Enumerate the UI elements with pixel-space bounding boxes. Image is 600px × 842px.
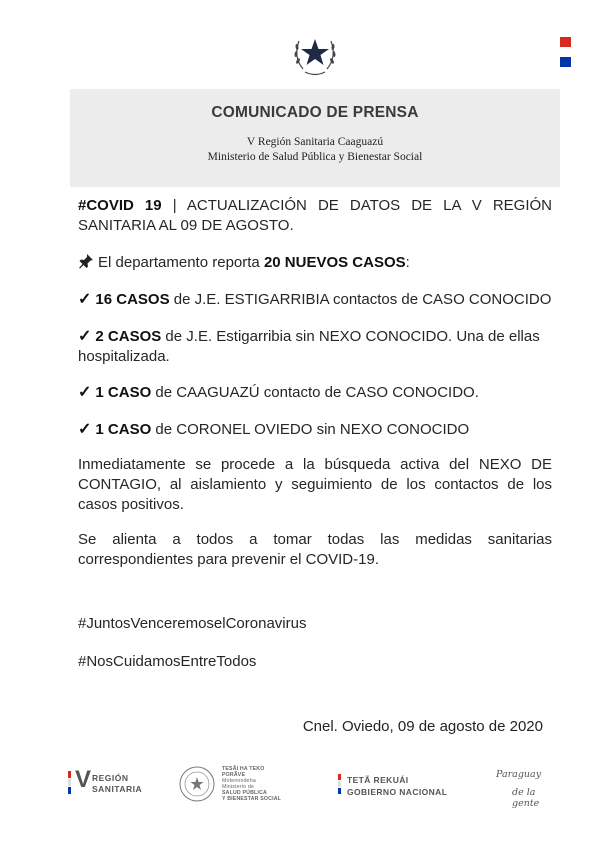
msp-line: PORÃVE xyxy=(222,772,246,778)
gob-line2: GOBIERNO NACIONAL xyxy=(347,787,448,797)
pdg-line2: de la gente xyxy=(512,787,540,809)
vr-letter: V xyxy=(75,766,92,793)
case-text: de CAAGUAZÚ contacto de CASO CONOCIDO. xyxy=(151,384,479,401)
msp-line: Y BIENESTAR SOCIAL xyxy=(222,796,282,802)
press-header-box xyxy=(70,89,560,187)
msp-line: TESÃI HA TEKO xyxy=(222,766,265,772)
region-subtitle: V Región Sanitaria Caaguazú xyxy=(246,136,384,148)
summary-line xyxy=(78,253,552,273)
new-cases-count: 20 NUEVOS CASOS xyxy=(263,254,406,271)
case-text: de J.E. ESTIGARRIBIA contactos de CASO CONOCIDO xyxy=(169,291,552,308)
pdg-line1: Paraguay xyxy=(496,769,542,780)
v-region-sanitaria-logo xyxy=(68,765,158,805)
case-item xyxy=(78,420,552,440)
flag-blue-stripe xyxy=(560,57,571,67)
msp-line: Motenondeha xyxy=(222,778,256,784)
case-count: 2 CASOS xyxy=(95,328,162,345)
intro-paragraph xyxy=(78,196,552,236)
flag-red-stripe xyxy=(560,37,571,47)
hashtag-noscuidamos: #NosCuidamosEntreTodos xyxy=(78,653,257,670)
case-item xyxy=(78,290,552,310)
ministry-logo xyxy=(178,765,288,805)
msp-line: Ministerio de xyxy=(222,784,255,790)
intro-text: | ACTUALIZACIÓN DE DATOS DE LA V REGIÓN SANITARIA AL 09 DE AGOSTO. xyxy=(78,197,552,234)
flag-bars-icon xyxy=(338,774,341,795)
gobierno-nacional-logo xyxy=(338,765,468,805)
case-item xyxy=(78,383,552,403)
case-count: 16 CASOS xyxy=(95,291,170,308)
covid-hashtag: #COVID 19 xyxy=(78,197,162,214)
checkmark-icon: ✓ xyxy=(78,328,92,345)
ministry-seal-icon xyxy=(178,765,216,803)
case-count: 1 CASO xyxy=(95,421,152,438)
press-title: COMUNICADO DE PRENSA xyxy=(211,104,419,121)
prevention-paragraph: Se alienta a todos a tomar todas las medidas sanitarias correspondientes para prevenir el COVID-19. xyxy=(78,531,552,568)
case-text: de J.E. Estigarribia sin NEXO CONOCIDO. Una de ellas hospitalizada. xyxy=(78,328,540,365)
case-item xyxy=(78,327,552,367)
flag-bars-icon xyxy=(68,771,71,795)
summary-suffix: : xyxy=(405,254,410,271)
vr-line2: SANITARIA xyxy=(92,784,143,794)
flag-white-stripe xyxy=(560,47,571,57)
checkmark-icon: ✓ xyxy=(78,384,92,401)
contact-tracing-paragraph: Inmediatamente se procede a la búsqueda activa del NEXO DE CONTAGIO, al aislamiento y seguimiento de los contactos de los casos positivos. xyxy=(78,456,552,513)
vr-line1: REGIÓN xyxy=(92,773,129,783)
checkmark-icon: ✓ xyxy=(78,421,92,438)
signature-date: Cnel. Oviedo, 09 de agosto de 2020 xyxy=(302,718,543,735)
checkmark-icon: ✓ xyxy=(78,291,92,308)
summary-text: El departamento reporta xyxy=(98,254,264,271)
national-seal-icon xyxy=(289,27,341,79)
case-count: 1 CASO xyxy=(95,384,152,401)
msp-line: SALUD PÚBLICA xyxy=(222,790,267,796)
ministry-subtitle: Ministerio de Salud Pública y Bienestar Social xyxy=(207,151,423,163)
hashtag-juntos: #JuntosVenceremoselCoronavirus xyxy=(78,615,307,632)
gob-line1: TETÃ REKUÁI xyxy=(347,775,409,785)
paraguay-flag-icon xyxy=(560,37,571,67)
case-text: de CORONEL OVIEDO sin NEXO CONOCIDO xyxy=(151,421,470,438)
paraguay-de-la-gente-logo xyxy=(492,765,562,809)
pushpin-icon xyxy=(78,253,94,269)
